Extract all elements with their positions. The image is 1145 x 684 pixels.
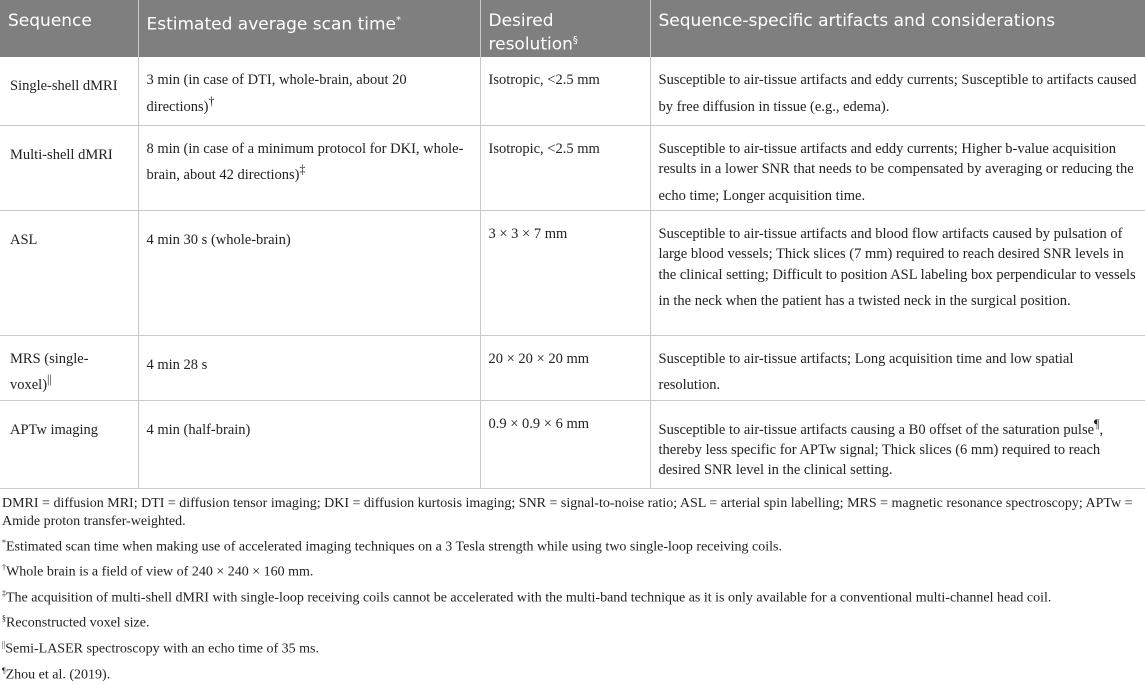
cell-resolution: Isotropic, <2.5 mm [480, 125, 650, 210]
footnote-multi-shell: ‡The acquisition of multi-shell dMRI with single-loop receiving coils cannot be accelerated with the multi-band technique as it is only available for a conventional multi-channel head coil. [2, 588, 1052, 606]
cell-resolution: Isotropic, <2.5 mm [480, 57, 650, 125]
table-row [0, 210, 1145, 335]
footnote-reference: ¶Zhou et al. (2019). [2, 665, 111, 683]
cell-scan-time: 8 min (in case of a minimum protocol for DKI, whole-brain, about 42 directions)‡ [138, 125, 480, 210]
cell-scan-time: 4 min (half-brain) [138, 400, 480, 488]
cell-sequence: Multi-shell dMRI [0, 125, 138, 210]
cell-artifacts: Susceptible to air-tissue artifacts causing a B0 offset of the saturation pulse¶, thereby less specific for APTw signal; Thick slices (6 mm) required to reach desired SNR level in the clinical setting. [650, 400, 1145, 488]
footnote-whole-brain: †Whole brain is a field of view of 240 × 240 × 160 mm. [2, 563, 314, 580]
table-row [0, 125, 1145, 210]
cell-resolution: 0.9 × 0.9 × 6 mm [480, 400, 650, 488]
footnote-voxel-size: §Reconstructed voxel size. [2, 614, 150, 632]
header-sequence: Sequence [0, 0, 138, 57]
header-artifacts: Sequence-specific artifacts and considerations [650, 0, 1145, 57]
cell-sequence: APTw imaging [0, 400, 138, 488]
footnote-scan-time: *Estimated scan time when making use of accelerated imaging techniques on a 3 Tesla strength while using two single-loop receiving coils. [2, 537, 782, 555]
table-row [0, 400, 1145, 488]
cell-sequence: ASL [0, 210, 138, 335]
cell-scan-time: 4 min 28 s [138, 335, 480, 400]
header-row [0, 0, 1145, 57]
cell-sequence: Single-shell dMRI [0, 57, 138, 125]
cell-artifacts: Susceptible to air-tissue artifacts and eddy currents; Higher b-value acquisition results in a lower SNR that needs to be compensated by averaging or reducing the echo time; Longer acquisition time. [650, 125, 1145, 210]
footnote-semi-laser: ||Semi-LASER spectroscopy with an echo time of 35 ms. [2, 640, 319, 657]
cell-artifacts: Susceptible to air-tissue artifacts; Long acquisition time and low spatial resolution. [650, 335, 1145, 400]
cell-scan-time: 4 min 30 s (whole-brain) [138, 210, 480, 335]
footnote-abbreviations: DMRI = diffusion MRI; DTI = diffusion tensor imaging; DKI = diffusion kurtosis imaging; SNR = signal-to-noise ratio; ASL = arterial spin labelling; MRS = magnetic resonance spectroscopy; APTw = Amide proton transfer-weighted. [2, 495, 1133, 529]
table-row [0, 335, 1145, 400]
header-scan-time: Estimated average scan time* [138, 0, 480, 57]
cell-artifacts: Susceptible to air-tissue artifacts and blood flow artifacts caused by pulsation of large blood vessels; Thick slices (7 mm) required to reach desired SNR levels in the clinical setting; Difficult to position ASL labeling box perpendicular to vessels in the neck when the patient has a twisted neck in the surgical position. [650, 210, 1145, 335]
cell-sequence: MRS (single-voxel)|| [0, 335, 138, 400]
cell-resolution: 3 × 3 × 7 mm [480, 210, 650, 335]
header-resolution: Desired resolution§ [480, 0, 650, 57]
cell-resolution: 20 × 20 × 20 mm [480, 335, 650, 400]
cell-scan-time: 3 min (in case of DTI, whole-brain, about 20 directions)† [138, 57, 480, 125]
table-row [0, 57, 1145, 125]
cell-artifacts: Susceptible to air-tissue artifacts and eddy currents; Susceptible to artifacts caused by free diffusion in tissue (e.g., edema). [650, 57, 1145, 125]
